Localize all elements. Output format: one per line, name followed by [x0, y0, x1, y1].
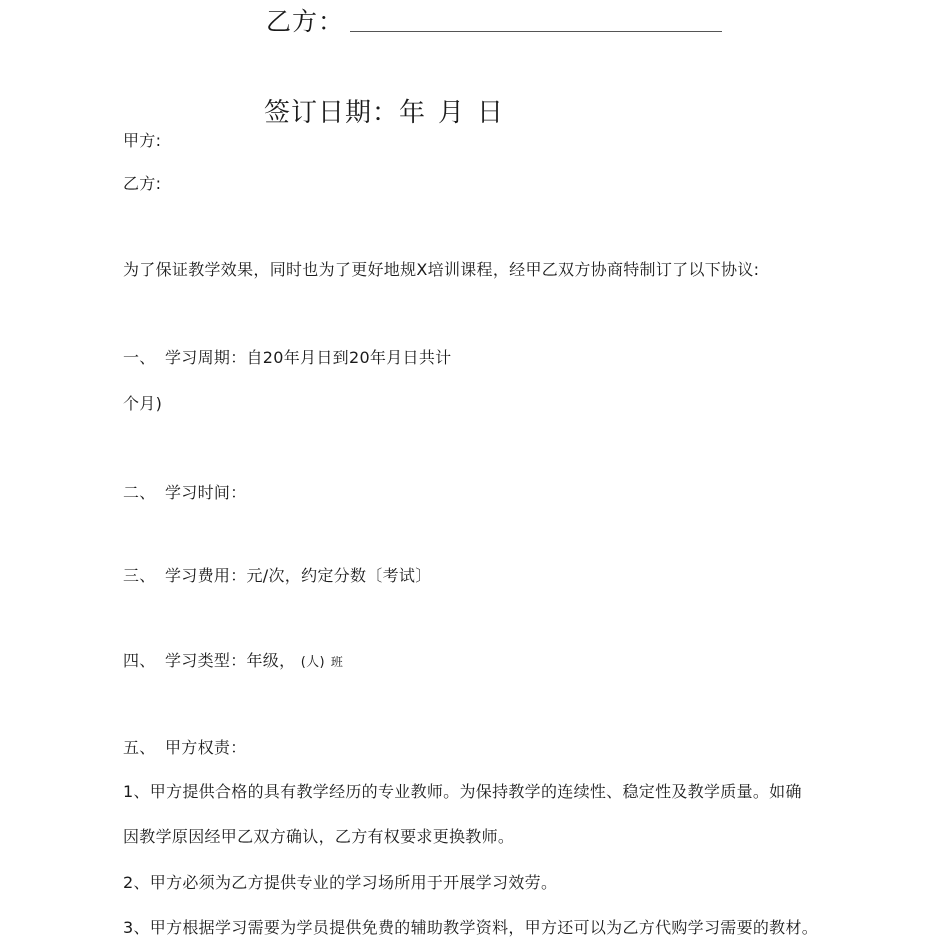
clause-2-text: 学习时间：: [165, 483, 247, 502]
clause-1-number: 一、: [123, 348, 156, 367]
clause-4-class: 班: [330, 655, 344, 669]
clause-5-number: 五、: [123, 738, 156, 757]
item-1-line-1: 1、甲方提供合格的具有教学经历的专业教师。为保持教学的连续性、稳定性及教学质量。如确: [123, 782, 802, 801]
clause-4-number: 四、: [123, 651, 156, 670]
clause-3: [123, 563, 432, 586]
clause-1-continuation: 个月): [123, 394, 163, 413]
clause-1-text: 学习周期：自20年月日到20年月日共计: [165, 348, 452, 367]
clause-4-paren: (人): [300, 655, 325, 670]
item-1-line-2: 因教学原因经甲乙双方确认，乙方有权要求更换教师。: [123, 827, 515, 846]
clause-3-text: 学习费用：元/次，约定分数〔考试〕: [165, 566, 432, 585]
sign-date-day: 日: [477, 98, 505, 128]
sign-date-year: 年: [399, 98, 427, 128]
clause-3-number: 三、: [123, 566, 156, 585]
signature-underline: [350, 30, 722, 32]
clause-2: [123, 480, 247, 503]
party-b-signature-label: 乙方：: [266, 7, 345, 36]
clause-5-text: 甲方权责：: [165, 738, 247, 757]
item-2: 2、甲方必须为乙方提供专业的学习场所用于开展学习效劳。: [123, 873, 558, 892]
item-3: 3、甲方根据学习需要为学员提供免费的辅助教学资料，甲方还可以为乙方代购学习需要的教材。: [123, 918, 819, 937]
sign-date-month: 月: [438, 98, 466, 128]
party-b-label: 乙方:: [123, 174, 162, 193]
intro-paragraph: 为了保证教学效果，同时也为了更好地规X培训课程，经甲乙双方协商特制订了以下协议:: [123, 260, 760, 279]
party-a-label: 甲方:: [123, 131, 162, 150]
clause-5: [123, 735, 247, 758]
clause-4: [123, 648, 343, 671]
clause-1: [123, 345, 451, 368]
sign-date-line: [264, 92, 504, 129]
clause-4-text: 学习类型：年级，: [165, 651, 296, 670]
sign-date-label: 签订日期：: [264, 98, 400, 128]
party-b-signature-line: [266, 2, 722, 38]
clause-2-number: 二、: [123, 483, 156, 502]
